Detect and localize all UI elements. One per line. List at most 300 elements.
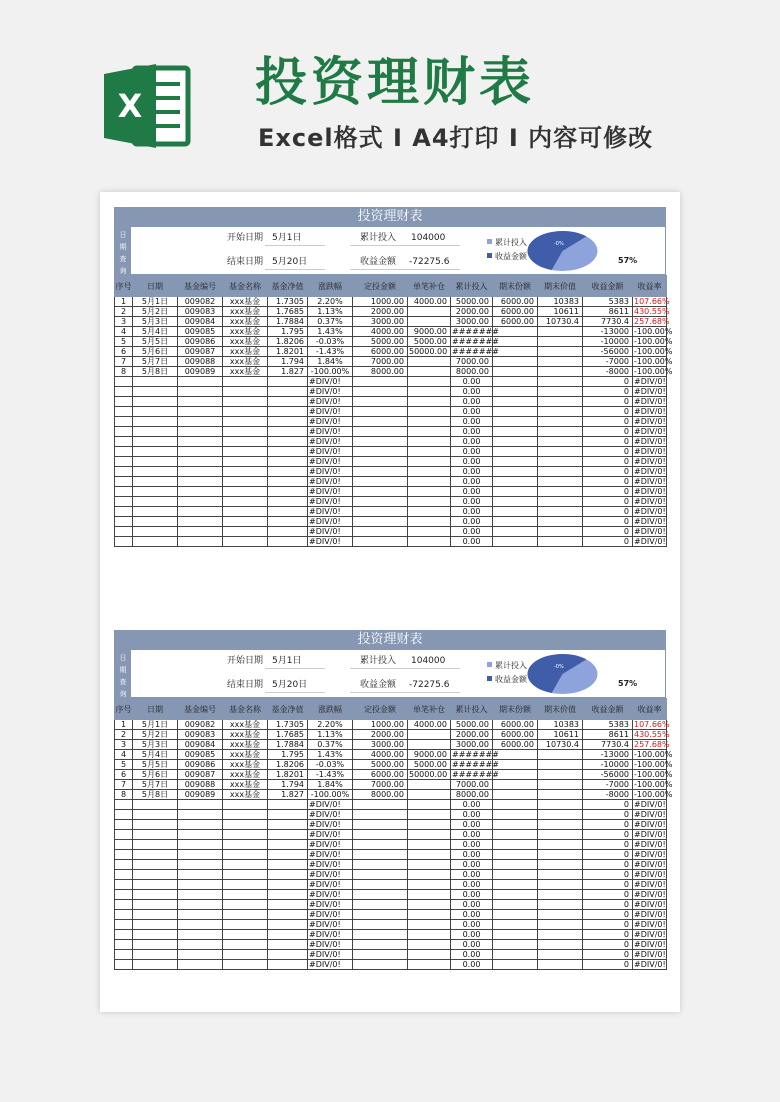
table-cell[interactable]: 3 (115, 740, 133, 750)
table-cell[interactable] (268, 417, 308, 427)
column-header[interactable]: 基金编号 (178, 699, 223, 720)
table-cell[interactable] (408, 317, 451, 327)
table-cell[interactable] (178, 407, 223, 417)
table-cell[interactable] (493, 800, 538, 810)
table-cell[interactable]: 4 (115, 327, 133, 337)
table-cell[interactable] (408, 537, 451, 547)
table-cell[interactable]: 0.00 (451, 537, 493, 547)
table-cell[interactable]: 0 (583, 417, 633, 427)
table-cell[interactable] (133, 427, 178, 437)
table-cell[interactable] (115, 860, 133, 870)
table-cell[interactable]: -56000 (583, 347, 633, 357)
table-cell[interactable] (493, 377, 538, 387)
table-cell[interactable] (493, 780, 538, 790)
table-cell[interactable]: 1.43% (308, 750, 353, 760)
table-cell[interactable]: xxx基金 (223, 337, 268, 347)
table-cell[interactable]: -13000 (583, 327, 633, 337)
table-cell[interactable]: 8000.00 (451, 790, 493, 800)
table-cell[interactable]: #DIV/0! (308, 890, 353, 900)
table-cell[interactable] (223, 397, 268, 407)
table-cell[interactable] (178, 860, 223, 870)
table-cell[interactable] (115, 800, 133, 810)
table-cell[interactable]: -100.00% (308, 790, 353, 800)
table-cell[interactable] (133, 850, 178, 860)
table-cell[interactable]: 0.00 (451, 427, 493, 437)
table-cell[interactable]: 2 (115, 730, 133, 740)
table-cell[interactable]: 1.84% (308, 357, 353, 367)
table-cell[interactable] (268, 910, 308, 920)
table-cell[interactable] (223, 417, 268, 427)
table-cell[interactable]: 1.13% (308, 730, 353, 740)
column-header[interactable]: 基金名称 (223, 276, 268, 297)
table-cell[interactable]: 10383 (538, 297, 583, 307)
table-cell[interactable]: 5月6日 (133, 347, 178, 357)
table-cell[interactable] (353, 930, 408, 940)
table-cell[interactable]: xxx基金 (223, 327, 268, 337)
table-cell[interactable]: 10611 (538, 307, 583, 317)
table-cell[interactable]: 7 (115, 780, 133, 790)
table-cell[interactable]: 0.00 (451, 477, 493, 487)
table-cell[interactable] (115, 497, 133, 507)
table-cell[interactable] (133, 810, 178, 820)
table-cell[interactable] (408, 487, 451, 497)
table-cell[interactable]: 0.00 (451, 377, 493, 387)
table-cell[interactable] (223, 507, 268, 517)
table-cell[interactable] (408, 740, 451, 750)
table-cell[interactable]: -7000 (583, 780, 633, 790)
table-cell[interactable]: -10000 (583, 760, 633, 770)
table-cell[interactable]: 0 (583, 527, 633, 537)
table-cell[interactable]: 107.66% (634, 297, 670, 306)
table-cell[interactable] (538, 427, 583, 437)
table-cell[interactable] (133, 870, 178, 880)
column-header[interactable]: 基金名称 (223, 699, 268, 720)
column-header[interactable]: 定投金额 (353, 699, 408, 720)
table-cell[interactable] (268, 507, 308, 517)
start-date-value[interactable]: 5月1日 (272, 233, 302, 243)
table-cell[interactable] (133, 487, 178, 497)
table-cell[interactable]: xxx基金 (223, 357, 268, 367)
table-cell[interactable]: #DIV/0! (308, 517, 353, 527)
table-cell[interactable] (408, 730, 451, 740)
table-cell[interactable]: #DIV/0! (308, 527, 353, 537)
table-cell[interactable] (178, 397, 223, 407)
table-cell[interactable] (353, 870, 408, 880)
table-cell[interactable] (493, 357, 538, 367)
table-cell[interactable] (115, 527, 133, 537)
table-cell[interactable] (223, 487, 268, 497)
table-cell[interactable]: 1.7685 (268, 730, 308, 740)
table-cell[interactable]: 10611 (538, 730, 583, 740)
table-cell[interactable]: 2000.00 (451, 730, 493, 740)
table-cell[interactable] (268, 467, 308, 477)
table-cell[interactable]: #DIV/0! (308, 820, 353, 830)
table-cell[interactable] (268, 850, 308, 860)
table-cell[interactable] (268, 830, 308, 840)
table-cell[interactable] (493, 920, 538, 930)
table-cell[interactable] (538, 387, 583, 397)
table-cell[interactable]: 0 (583, 517, 633, 527)
table-cell[interactable]: 50000.00 (408, 770, 451, 780)
table-cell[interactable]: 5 (115, 760, 133, 770)
table-cell[interactable]: 9000.00 (408, 750, 451, 760)
table-cell[interactable] (408, 497, 451, 507)
table-cell[interactable]: xxx基金 (223, 720, 268, 730)
table-cell[interactable]: 1.7685 (268, 307, 308, 317)
table-cell[interactable] (538, 750, 583, 760)
table-cell[interactable]: -1.43% (308, 770, 353, 780)
column-header[interactable]: 收益率 (633, 699, 667, 720)
table-cell[interactable]: ####### (452, 760, 499, 769)
table-cell[interactable] (223, 447, 268, 457)
table-cell[interactable] (538, 397, 583, 407)
table-cell[interactable] (538, 770, 583, 780)
table-cell[interactable]: 0 (583, 377, 633, 387)
table-cell[interactable] (223, 810, 268, 820)
table-cell[interactable]: #DIV/0! (308, 537, 353, 547)
table-cell[interactable] (353, 840, 408, 850)
table-cell[interactable] (268, 427, 308, 437)
table-cell[interactable]: 0 (583, 407, 633, 417)
table-cell[interactable] (408, 860, 451, 870)
table-cell[interactable]: xxx基金 (223, 730, 268, 740)
table-cell[interactable] (538, 497, 583, 507)
table-cell[interactable]: ####### (452, 347, 499, 356)
table-cell[interactable] (538, 960, 583, 970)
table-cell[interactable] (115, 830, 133, 840)
table-cell[interactable] (538, 407, 583, 417)
table-cell[interactable] (493, 517, 538, 527)
table-cell[interactable]: 009082 (178, 297, 223, 307)
table-cell[interactable]: #DIV/0! (308, 810, 353, 820)
table-cell[interactable] (493, 487, 538, 497)
table-cell[interactable]: #DIV/0! (308, 950, 353, 960)
table-cell[interactable]: 6000.00 (493, 297, 538, 307)
table-cell[interactable] (268, 940, 308, 950)
table-cell[interactable]: -7000 (583, 357, 633, 367)
table-cell[interactable] (538, 337, 583, 347)
table-cell[interactable]: 0.00 (451, 960, 493, 970)
table-cell[interactable] (353, 820, 408, 830)
table-cell[interactable]: #DIV/0! (634, 407, 666, 416)
table-cell[interactable]: #DIV/0! (634, 377, 666, 386)
table-cell[interactable]: 0.37% (308, 740, 353, 750)
table-cell[interactable] (268, 517, 308, 527)
table-cell[interactable]: 0 (583, 800, 633, 810)
table-cell[interactable] (493, 497, 538, 507)
table-cell[interactable]: 4000.00 (353, 327, 408, 337)
table-cell[interactable] (538, 820, 583, 830)
table-cell[interactable]: #DIV/0! (634, 840, 666, 849)
table-cell[interactable] (115, 407, 133, 417)
table-cell[interactable]: 009089 (178, 790, 223, 800)
table-cell[interactable]: #DIV/0! (634, 527, 666, 536)
table-cell[interactable]: #DIV/0! (308, 840, 353, 850)
table-cell[interactable] (493, 537, 538, 547)
table-cell[interactable]: 0.00 (451, 880, 493, 890)
table-cell[interactable] (223, 960, 268, 970)
table-cell[interactable]: 5月3日 (133, 317, 178, 327)
table-cell[interactable] (408, 960, 451, 970)
table-cell[interactable]: 3 (115, 317, 133, 327)
table-cell[interactable]: xxx基金 (223, 760, 268, 770)
table-cell[interactable] (178, 830, 223, 840)
table-cell[interactable] (178, 930, 223, 940)
table-cell[interactable] (133, 920, 178, 930)
table-cell[interactable]: 4 (115, 750, 133, 760)
table-cell[interactable] (268, 527, 308, 537)
table-cell[interactable] (268, 447, 308, 457)
table-cell[interactable]: 8 (115, 790, 133, 800)
table-cell[interactable]: 1.827 (268, 790, 308, 800)
table-cell[interactable] (493, 347, 538, 357)
table-cell[interactable] (408, 910, 451, 920)
table-cell[interactable]: #DIV/0! (308, 830, 353, 840)
table-cell[interactable]: #DIV/0! (634, 870, 666, 879)
table-cell[interactable] (133, 437, 178, 447)
table-cell[interactable] (115, 930, 133, 940)
table-cell[interactable] (223, 940, 268, 950)
table-cell[interactable]: #DIV/0! (634, 860, 666, 869)
table-cell[interactable] (178, 800, 223, 810)
table-cell[interactable]: #DIV/0! (634, 920, 666, 929)
table-cell[interactable]: 5月6日 (133, 770, 178, 780)
table-cell[interactable]: 5月8日 (133, 790, 178, 800)
table-cell[interactable]: 2000.00 (353, 730, 408, 740)
table-cell[interactable]: -0.03% (308, 337, 353, 347)
table-cell[interactable] (223, 427, 268, 437)
table-cell[interactable] (353, 427, 408, 437)
table-cell[interactable] (493, 437, 538, 447)
table-cell[interactable]: 5月1日 (133, 720, 178, 730)
table-cell[interactable]: 1.8201 (268, 347, 308, 357)
table-cell[interactable] (133, 397, 178, 407)
table-cell[interactable]: 0.00 (451, 920, 493, 930)
table-cell[interactable] (493, 910, 538, 920)
table-cell[interactable] (493, 790, 538, 800)
table-cell[interactable] (268, 457, 308, 467)
table-cell[interactable] (178, 387, 223, 397)
table-cell[interactable] (408, 900, 451, 910)
table-cell[interactable]: #DIV/0! (308, 397, 353, 407)
table-cell[interactable]: 0 (583, 477, 633, 487)
table-cell[interactable]: 0.00 (451, 850, 493, 860)
table-cell[interactable] (493, 457, 538, 467)
table-cell[interactable] (115, 467, 133, 477)
end-date-value[interactable]: 5月20日 (272, 680, 308, 690)
table-cell[interactable] (268, 497, 308, 507)
table-cell[interactable] (408, 810, 451, 820)
table-cell[interactable] (115, 820, 133, 830)
table-cell[interactable] (408, 880, 451, 890)
table-cell[interactable]: #DIV/0! (308, 427, 353, 437)
table-cell[interactable]: 0 (583, 387, 633, 397)
table-cell[interactable] (353, 387, 408, 397)
table-cell[interactable] (223, 880, 268, 890)
table-cell[interactable]: 7000.00 (451, 357, 493, 367)
table-cell[interactable]: #DIV/0! (308, 870, 353, 880)
table-cell[interactable]: 430.55% (634, 730, 670, 739)
table-cell[interactable]: 5月7日 (133, 780, 178, 790)
table-cell[interactable]: #DIV/0! (308, 910, 353, 920)
table-cell[interactable]: xxx基金 (223, 780, 268, 790)
column-header[interactable]: 基金净值 (268, 276, 308, 297)
table-cell[interactable] (353, 407, 408, 417)
table-cell[interactable]: #DIV/0! (634, 397, 666, 406)
table-cell[interactable]: 5383 (583, 720, 633, 730)
table-cell[interactable] (538, 467, 583, 477)
table-cell[interactable] (538, 870, 583, 880)
table-cell[interactable]: 1.8206 (268, 760, 308, 770)
table-cell[interactable] (353, 527, 408, 537)
table-cell[interactable]: 0 (583, 840, 633, 850)
table-cell[interactable] (353, 497, 408, 507)
table-cell[interactable]: 0 (583, 810, 633, 820)
table-cell[interactable]: 8000.00 (353, 790, 408, 800)
table-cell[interactable] (493, 820, 538, 830)
table-cell[interactable]: 4000.00 (408, 720, 451, 730)
table-cell[interactable] (408, 950, 451, 960)
table-cell[interactable] (223, 860, 268, 870)
table-cell[interactable] (115, 447, 133, 457)
table-cell[interactable]: 6000.00 (353, 347, 408, 357)
column-header[interactable]: 期末价值 (538, 699, 583, 720)
table-cell[interactable]: 0 (583, 860, 633, 870)
table-cell[interactable] (178, 467, 223, 477)
table-cell[interactable] (223, 840, 268, 850)
table-cell[interactable] (223, 800, 268, 810)
table-cell[interactable] (493, 860, 538, 870)
table-cell[interactable] (353, 467, 408, 477)
table-cell[interactable]: 5月3日 (133, 740, 178, 750)
table-cell[interactable]: #DIV/0! (308, 467, 353, 477)
table-cell[interactable] (223, 920, 268, 930)
table-cell[interactable]: #DIV/0! (308, 900, 353, 910)
table-cell[interactable]: 3000.00 (451, 317, 493, 327)
table-cell[interactable]: 7000.00 (353, 357, 408, 367)
table-cell[interactable] (538, 830, 583, 840)
table-cell[interactable]: 009083 (178, 307, 223, 317)
column-header[interactable]: 涨跌幅 (308, 699, 353, 720)
table-cell[interactable]: 5383 (583, 297, 633, 307)
table-cell[interactable]: #DIV/0! (634, 960, 666, 969)
table-cell[interactable]: 5月5日 (133, 337, 178, 347)
table-cell[interactable]: 0 (583, 920, 633, 930)
table-cell[interactable]: -100.00% (634, 790, 673, 799)
table-cell[interactable]: ####### (452, 770, 499, 779)
table-cell[interactable] (538, 860, 583, 870)
table-cell[interactable]: 009088 (178, 357, 223, 367)
table-cell[interactable] (408, 357, 451, 367)
table-cell[interactable] (178, 507, 223, 517)
table-cell[interactable]: 6 (115, 770, 133, 780)
table-cell[interactable]: 9000.00 (408, 327, 451, 337)
table-cell[interactable] (115, 920, 133, 930)
table-cell[interactable] (353, 950, 408, 960)
column-header[interactable]: 单笔补仓 (408, 699, 451, 720)
table-cell[interactable]: xxx基金 (223, 750, 268, 760)
table-cell[interactable] (133, 537, 178, 547)
table-cell[interactable] (133, 890, 178, 900)
table-cell[interactable]: #DIV/0! (634, 810, 666, 819)
table-cell[interactable]: 0.00 (451, 447, 493, 457)
table-cell[interactable] (353, 507, 408, 517)
end-date-value[interactable]: 5月20日 (272, 257, 308, 267)
table-cell[interactable] (353, 447, 408, 457)
table-cell[interactable]: 50000.00 (408, 347, 451, 357)
table-cell[interactable]: 1.795 (268, 327, 308, 337)
table-cell[interactable] (223, 387, 268, 397)
table-cell[interactable] (268, 537, 308, 547)
table-cell[interactable]: 009083 (178, 730, 223, 740)
table-cell[interactable]: -8000 (583, 367, 633, 377)
table-cell[interactable]: 7730.4 (583, 317, 633, 327)
table-cell[interactable] (493, 830, 538, 840)
table-cell[interactable] (178, 960, 223, 970)
table-cell[interactable] (223, 930, 268, 940)
table-cell[interactable]: xxx基金 (223, 317, 268, 327)
table-cell[interactable] (115, 507, 133, 517)
table-cell[interactable]: 5000.00 (353, 337, 408, 347)
table-cell[interactable]: 5000.00 (451, 720, 493, 730)
table-cell[interactable] (493, 427, 538, 437)
table-cell[interactable] (538, 477, 583, 487)
table-cell[interactable]: 009088 (178, 780, 223, 790)
table-cell[interactable]: #DIV/0! (308, 850, 353, 860)
table-cell[interactable]: 0.00 (451, 487, 493, 497)
table-cell[interactable] (408, 940, 451, 950)
table-cell[interactable] (268, 960, 308, 970)
table-cell[interactable] (223, 377, 268, 387)
table-cell[interactable] (178, 910, 223, 920)
table-cell[interactable]: #DIV/0! (634, 427, 666, 436)
table-cell[interactable]: 0 (583, 447, 633, 457)
table-cell[interactable]: 8000.00 (353, 367, 408, 377)
table-cell[interactable]: ####### (452, 327, 499, 336)
table-cell[interactable]: 6000.00 (493, 307, 538, 317)
column-header[interactable]: 涨跌幅 (308, 276, 353, 297)
table-cell[interactable]: 7000.00 (353, 780, 408, 790)
table-cell[interactable] (538, 447, 583, 457)
table-cell[interactable]: 2.20% (308, 720, 353, 730)
table-cell[interactable] (408, 447, 451, 457)
table-cell[interactable]: xxx基金 (223, 297, 268, 307)
table-cell[interactable]: #DIV/0! (634, 457, 666, 466)
table-cell[interactable] (353, 880, 408, 890)
table-cell[interactable]: 6000.00 (493, 740, 538, 750)
table-cell[interactable] (133, 407, 178, 417)
table-cell[interactable]: 5月8日 (133, 367, 178, 377)
table-cell[interactable]: 1.794 (268, 780, 308, 790)
table-cell[interactable]: 009082 (178, 720, 223, 730)
table-cell[interactable] (115, 477, 133, 487)
table-cell[interactable] (178, 477, 223, 487)
table-cell[interactable] (115, 397, 133, 407)
table-cell[interactable]: #DIV/0! (634, 800, 666, 809)
table-cell[interactable] (133, 960, 178, 970)
table-cell[interactable] (178, 870, 223, 880)
table-cell[interactable] (268, 810, 308, 820)
table-cell[interactable]: 009084 (178, 740, 223, 750)
table-cell[interactable] (408, 920, 451, 930)
table-cell[interactable] (408, 800, 451, 810)
table-cell[interactable] (223, 477, 268, 487)
table-cell[interactable] (538, 457, 583, 467)
table-cell[interactable] (133, 447, 178, 457)
table-cell[interactable] (408, 830, 451, 840)
table-cell[interactable]: 5月2日 (133, 307, 178, 317)
table-cell[interactable]: 1000.00 (353, 297, 408, 307)
